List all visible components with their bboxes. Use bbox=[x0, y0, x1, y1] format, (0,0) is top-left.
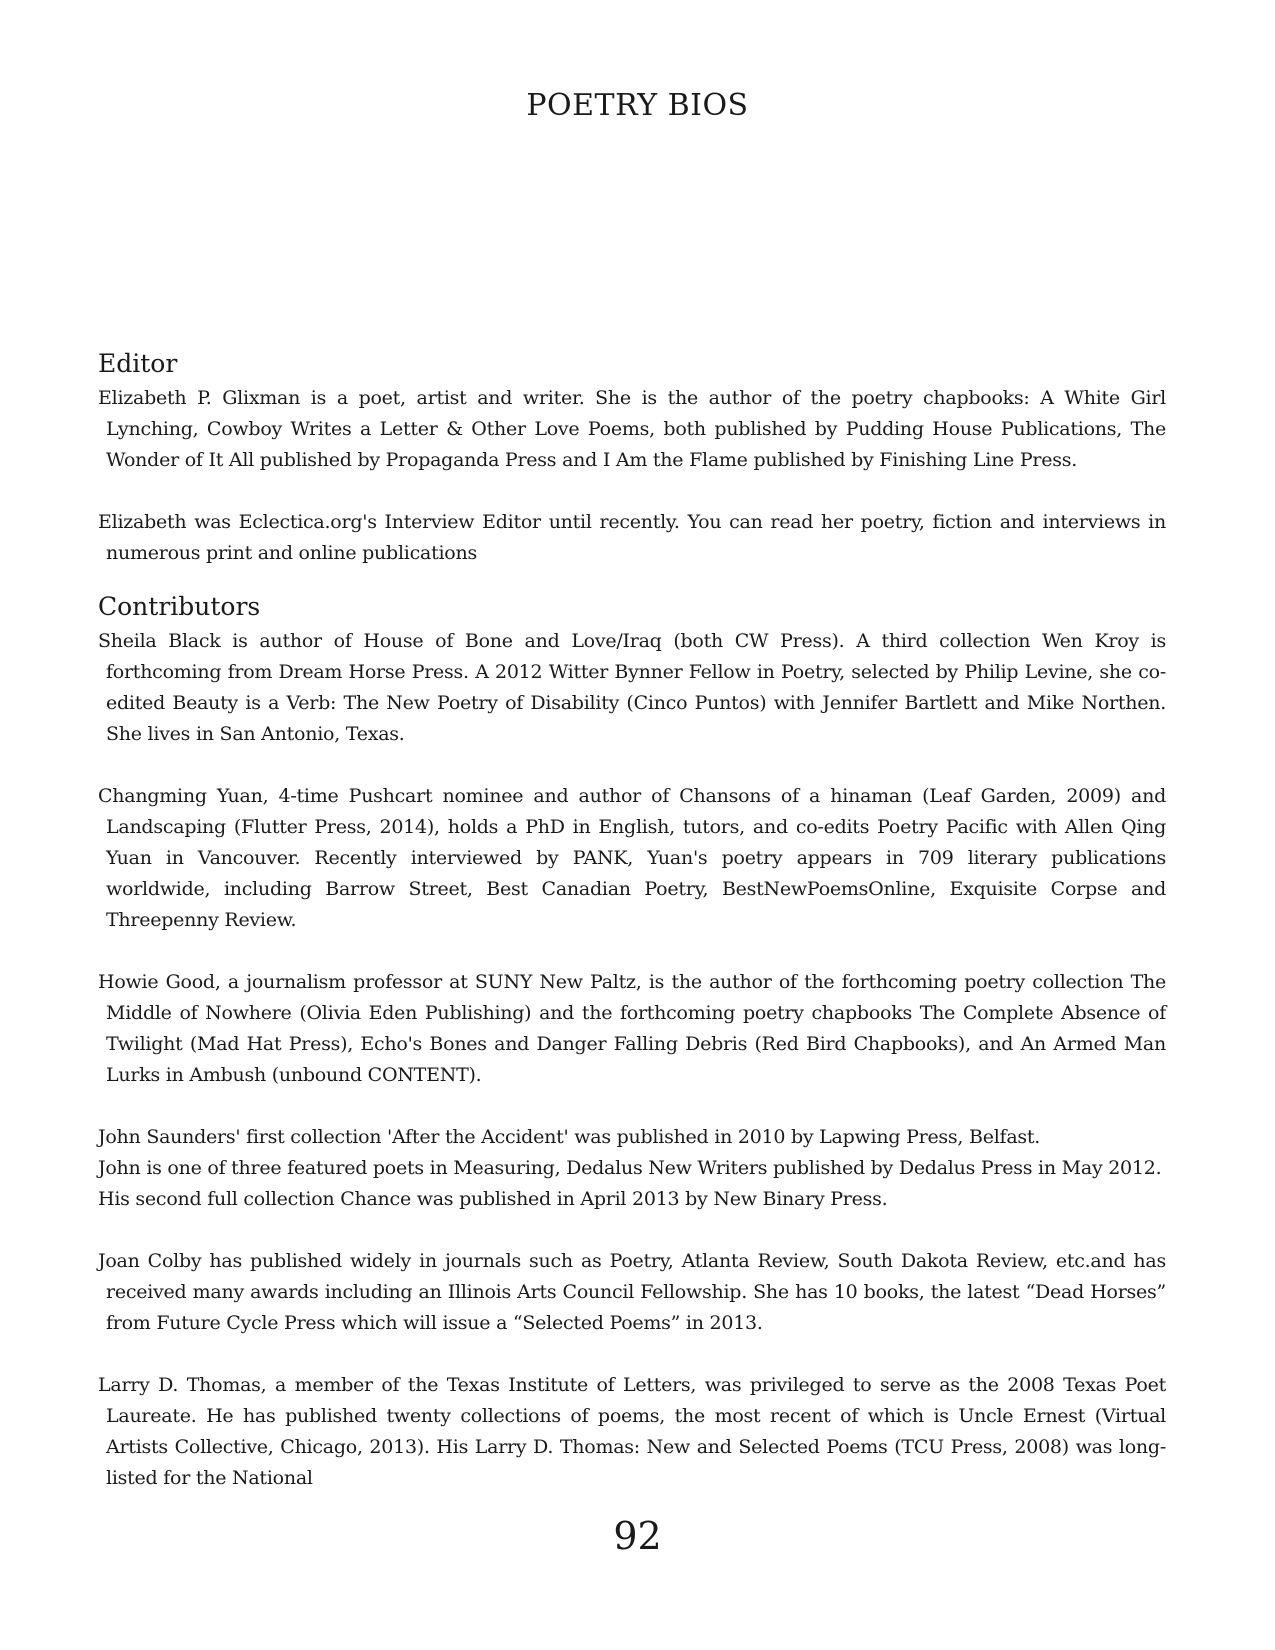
bio-paragraph: Elizabeth P. Glixman is a poet, artist and writer. She is the author of the poetry chapbooks: A White Girl Lynching, Cowboy Writes a Letter & Other Love Poems, both published by Pudding House Publications, The Wonder of It All published by Propaganda Press and I Am the Flame published by Finishing Line Press. bbox=[98, 387, 1166, 471]
page-title: POETRY BIOS bbox=[526, 88, 749, 123]
bio-line: John is one of three featured poets in Measuring, Dedalus New Writers published by Dedalus Press in May 2012. bbox=[98, 1157, 1162, 1179]
bio-line: His second full collection Chance was published in April 2013 by New Binary Press. bbox=[98, 1188, 888, 1210]
bio-saunders bbox=[98, 1122, 1166, 1215]
bio-paragraph: Changming Yuan, 4-time Pushcart nominee and author of Chansons of a hinaman (Leaf Garden, 2009) and Landscaping (Flutter Press, 2014), holds a PhD in English, tutors, and co-edits Poetry Pacific with Allen Qing Yuan in Vancouver. Recently interviewed by PANK, Yuan's poetry appears in 709 literary publications worldwide, including Barrow Street, Best Canadian Poetry, BestNewPoemsOnline, Exquisite Corpse and Threepenny Review. bbox=[98, 785, 1166, 931]
bio-paragraph: Larry D. Thomas, a member of the Texas Institute of Letters, was privileged to serve as the 2008 Texas Poet Laureate. He has published twenty collections of poems, the most recent of which is Uncle Ernest (Virtual Artists Collective, Chicago, 2013). His Larry D. Thomas: New and Selected Poems (TCU Press, 2008) was long-listed for the National bbox=[98, 1374, 1166, 1489]
bio-paragraph: Joan Colby has published widely in journals such as Poetry, Atlanta Review, South Dakota Review, etc.and has received many awards including an Illinois Arts Council Fellowship. She has 10 books, the latest “Dead Horses” from Future Cycle Press which will issue a “Selected Poems” in 2013. bbox=[98, 1250, 1166, 1334]
contributor-bios bbox=[98, 626, 1166, 1494]
page-number: 92 bbox=[613, 1514, 662, 1558]
bio-line: John Saunders' first collection 'After the Accident' was published in 2010 by Lapwing Press, Belfast. bbox=[98, 1126, 1041, 1148]
section-heading-editor: Editor bbox=[98, 349, 178, 378]
bio-paragraph: Howie Good, a journalism professor at SUNY New Paltz, is the author of the forthcoming poetry collection The Middle of Nowhere (Olivia Eden Publishing) and the forthcoming poetry chapbooks The Complete Absence of Twilight (Mad Hat Press), Echo's Bones and Danger Falling Debris (Red Bird Chapbooks), and An Armed Man Lurks in Ambush (unbound CONTENT). bbox=[98, 971, 1166, 1086]
section-heading-contributors: Contributors bbox=[98, 592, 261, 621]
bio-paragraph: Sheila Black is author of House of Bone and Love/Iraq (both CW Press). A third collection Wen Kroy is forthcoming from Dream Horse Press. A 2012 Witter Bynner Fellow in Poetry, selected by Philip Levine, she co-edited Beauty is a Verb: The New Poetry of Disability (Cinco Puntos) with Jennifer Bartlett and Mike Northen. She lives in San Antonio, Texas. bbox=[98, 630, 1166, 745]
bio-paragraph: Elizabeth was Eclectica.org's Interview Editor until recently. You can read her poetry, fiction and interviews in numerous print and online publications bbox=[98, 511, 1166, 564]
bios-content bbox=[98, 348, 1166, 1494]
editor-bios bbox=[98, 383, 1166, 569]
